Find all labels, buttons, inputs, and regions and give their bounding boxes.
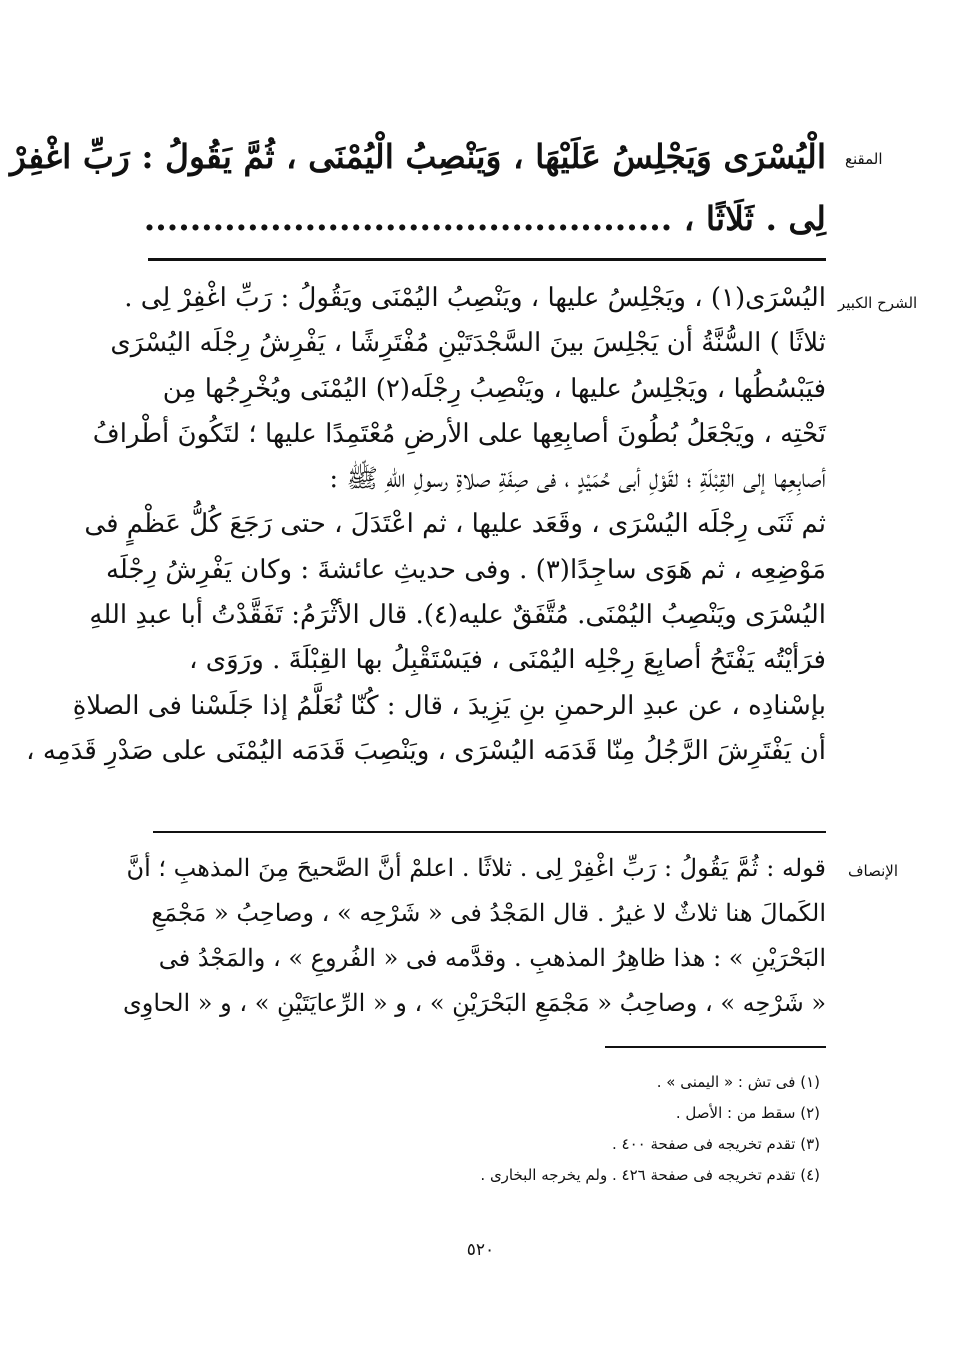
sharh-line: تَحْتِه ، ويَجْعَلُ بُطُونَ أصابِعِها على الأرضِ مُعْتَمِدًا عليها ؛ لتَكُونَ أطْرافُ — [92, 418, 826, 449]
footnote: (٣) تقدم تخريجه فى صفحة ٤٠٠ . — [611, 1135, 820, 1153]
muqni-line: لِى . ثَلَاثًا ، .............................................. — [143, 199, 826, 238]
sharh-line: مَوْضِعِه ، ثم هَوَى ساجِدًا(٣) . وفى حديثِ عائشةَ : وكان يَفْرِشُ رِجْلَه — [105, 554, 826, 585]
sharh-line: اليُسْرَى(١) ، ويَجْلِسُ عليها ، ويَنْصِبُ اليُمْنَى ويَقُولُ : رَبِّ اغْفِرْ لِى . — [124, 283, 826, 313]
sharh-line: أصابِعِها إلى القِبْلَةِ ؛ لقَوْلِ أبى حُمَيْدٍ ، فى صِفَةِ صلاةِ رسولِ اللهِ ﷺ : — [329, 464, 826, 495]
sharh-line: أن يَفْتَرِشَ الرَّجُلُ مِنّا قَدَمَه اليُسْرَى ، ويَنْصِبَ قَدَمَه اليُمْنَى على صَدْرِ قَدَمِه ، — [26, 735, 826, 766]
insaf-line: « شَرْحِه » ، وصاحِبُ « مَجْمَعِ البَحْرَيْنِ » ، و « الرِّعايَتَيْنِ » ، و « الحاوِى — [123, 989, 826, 1017]
insaf-label: الإنصاف — [848, 862, 899, 880]
sharh-line: فيَبْسُطُها ، ويَجْلِسُ عليها ، ويَنْصِبُ رِجْلَه(٢) اليُمْنَى ويُخْرِجُها مِن — [162, 373, 826, 404]
footnote-divider — [605, 1046, 826, 1048]
insaf-line: قوله : ثُمَّ يَقُولُ : رَبِّ اغْفِرْ لِى . ثلاثًا . اعلمْ أنَّ الصَّحيحَ مِنَ المذهبِ ؛ أنَّ — [126, 854, 826, 882]
muqni-text — [10, 126, 826, 250]
sharh-line: بإسْنادِه ، عن عبدِ الرحمنِ بنِ يَزِيدَ ، قال : كُنّا نُعَلَّمُ إذا جَلَسْنا فى الصلاةِ — [72, 690, 826, 721]
section-divider — [153, 831, 826, 833]
sharh-line: فرَأيْتُه يَفْتَحُ أصابِعَ رِجْلِه اليُمْنَى ، فيَسْتَقْبِلُ بها القِبْلَةَ . ورَوَى ، — [189, 645, 826, 676]
muqni-line: الْيُسْرَى وَيَجْلِسُ عَلَيْهَا ، وَيَنْصِبُ الْيُمْنَى ، ثُمَّ يَقُولُ : رَبِّ اغْفِرْ — [10, 137, 826, 176]
page-number: ٥٢٠ — [466, 1240, 495, 1260]
footnote: (١) فى تش : « اليمنى » . — [656, 1073, 820, 1091]
section-divider — [148, 258, 826, 261]
footnotes — [300, 1067, 820, 1191]
sharh-line: اليُسْرَى ويَنْصِبُ اليُمْنَى. مُتَّفَقٌ عليه(٤). قال الأثْرَمُ: تَفَقَّدْتُ أبا عبدِ اللهِ — [89, 600, 826, 631]
sharh-line: ثلاثًا ) السُّنَّةُ أن يَجْلِسَ بينَ السَّجْدَتَيْنِ مُفْتَرِشًا ، يَفْرِشُ رِجْلَه اليُسْرَى — [110, 328, 826, 359]
insaf-text — [123, 846, 826, 1026]
sharh-text — [26, 276, 826, 774]
insaf-line: الكَمالَ هنا ثلاثٌ لا غيرُ . قال المَجْدُ فى « شَرْحِه » ، وصاحِبُ « مَجْمَعِ — [151, 899, 826, 927]
sharh-line: ثم ثَنَى رِجْلَه اليُسْرَى ، وقَعَد عليها ، ثم اعْتَدَلَ ، حتى رَجَعَ كُلُّ عَظْمٍ فى — [84, 509, 826, 540]
footnote: (٤) تقدم تخريجه فى صفحة ٤٢٦ . ولم يخرجه البخارى . — [480, 1166, 820, 1184]
insaf-line: البَحْرَيْنِ » : هذا ظاهِرُ المذهبِ . وقدَّمه فى « الفُروعِ » ، والمَجْدُ فى — [158, 944, 826, 972]
sharh-label: الشرح الكبير — [838, 294, 918, 312]
footnote: (٢) سقط من : الأصل . — [675, 1104, 820, 1122]
muqni-label: المقنع — [845, 150, 883, 168]
